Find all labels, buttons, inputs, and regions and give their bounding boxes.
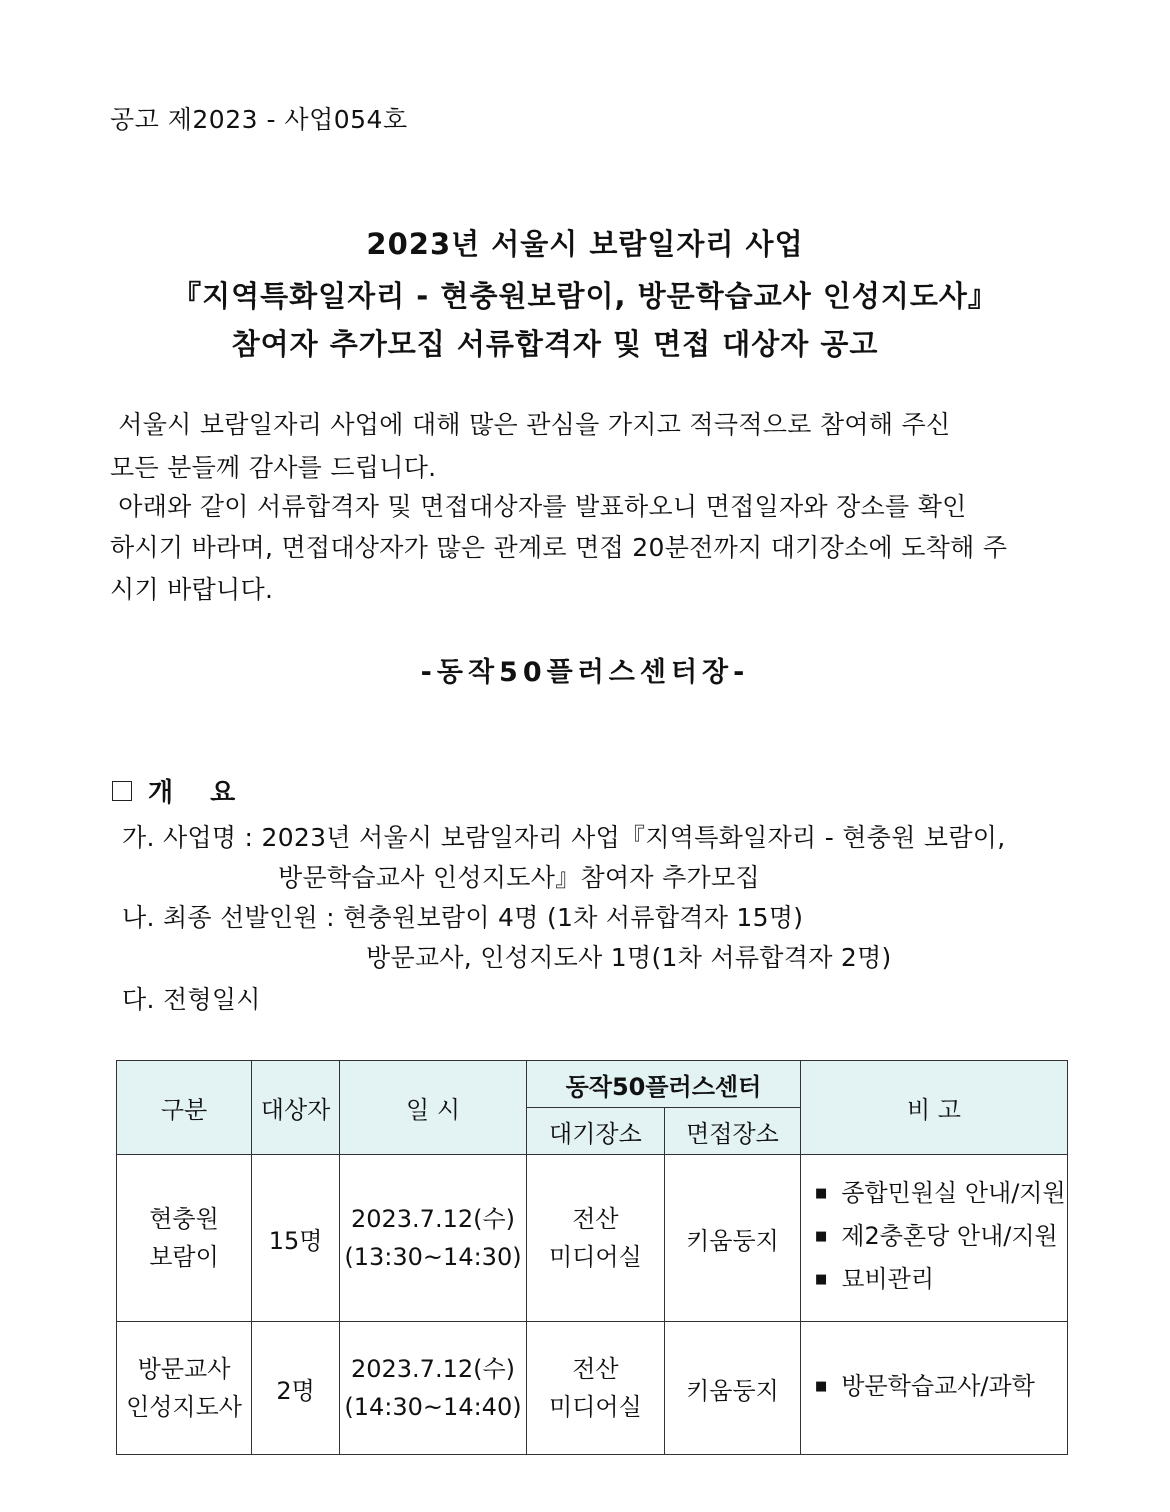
notice-number: 공고 제2023 - 사업054호: [110, 105, 408, 134]
body-line-1: 서울시 보람일자리 사업에 대해 많은 관심을 가지고 적극적으로 참여해 주신: [110, 410, 951, 439]
row-datetime: [340, 1155, 527, 1322]
header-remarks: 비 고: [800, 1061, 1067, 1155]
body-line-3: 아래와 같이 서류합격자 및 면접대상자를 발표하오니 면접일자와 장소를 확인: [110, 492, 967, 521]
row-waiting-place: [526, 1322, 664, 1455]
row-date: 2023.7.12(수): [350, 1205, 516, 1233]
row-category: [117, 1322, 252, 1455]
row-target: 15명: [252, 1155, 340, 1322]
header-center: 동작50플러스센터: [526, 1061, 800, 1108]
row-target: 2명: [252, 1322, 340, 1455]
row-waiting-line-2: 미디어실: [549, 1243, 642, 1271]
row-date: 2023.7.12(수): [350, 1355, 516, 1383]
row-time: (14:30~14:40): [344, 1393, 522, 1421]
remark-item: ■ 제2충혼당 안내/지원: [815, 1217, 1067, 1260]
row-category-line-2: 보람이: [149, 1243, 219, 1271]
row-waiting-line-2: 미디어실: [549, 1393, 642, 1421]
row-category: [117, 1155, 252, 1322]
row-waiting-place: [526, 1155, 664, 1322]
row-time: (13:30~14:30): [344, 1243, 522, 1271]
table-row: [117, 1322, 1068, 1455]
overview-heading: [112, 772, 249, 809]
checkbox-square-icon: [112, 781, 132, 801]
body-line-4: 하시기 바라며, 면접대상자가 많은 관계로 면접 20분전까지 대기장소에 도착해 주: [110, 533, 1008, 562]
overview-item-a: 가. 사업명 : 2023년 서울시 보람일자리 사업『지역특화일자리 - 현충원 보람이,: [122, 823, 1006, 852]
row-interview-place: 키움둥지: [664, 1155, 800, 1322]
body-line-5: 시기 바랍니다.: [110, 575, 274, 604]
overview-item-b-cont: 방문교사, 인성지도사 1명(1차 서류합격자 2명): [366, 943, 892, 972]
row-interview-place: 키움둥지: [664, 1322, 800, 1455]
row-waiting-line-1: 전산: [572, 1355, 619, 1383]
row-waiting-line-1: 전산: [572, 1205, 619, 1233]
row-category-line-2: 인성지도사: [126, 1393, 242, 1421]
remark-item: ■ 묘비관리: [815, 1260, 1067, 1303]
remark-item: ■ 방문학습교사/과학: [815, 1367, 1067, 1410]
header-target: 대상자: [252, 1061, 340, 1155]
table-row: [117, 1155, 1068, 1322]
remark-item: ■ 종합민원실 안내/지원: [815, 1174, 1067, 1217]
header-waiting-place: 대기장소: [526, 1108, 664, 1155]
schedule-table: [116, 1060, 1068, 1455]
overview-item-c: 다. 전형일시: [122, 985, 261, 1014]
title-line-1: 2023년 서울시 보람일자리 사업: [366, 227, 804, 261]
row-datetime: [340, 1322, 527, 1455]
row-remarks: [800, 1155, 1067, 1322]
header-interview-place: 면접장소: [664, 1108, 800, 1155]
body-line-2: 모든 분들께 감사를 드립니다.: [110, 453, 437, 482]
overview-item-a-cont: 방문학습교사 인성지도사』참여자 추가모집: [278, 863, 760, 892]
title-line-2: 『지역특화일자리 - 현충원보람이, 방문학습교사 인성지도사』: [172, 279, 998, 313]
header-category: 구분: [117, 1061, 252, 1155]
overview-item-b: 나. 최종 선발인원 : 현충원보람이 4명 (1차 서류합격자 15명): [122, 903, 804, 932]
row-remarks: [800, 1322, 1067, 1455]
header-datetime: 일 시: [340, 1061, 527, 1155]
row-category-line-1: 현충원: [149, 1205, 219, 1233]
row-category-line-1: 방문교사: [137, 1355, 231, 1383]
overview-heading-label: 개 요: [148, 778, 250, 808]
title-line-3: 참여자 추가모집 서류합격자 및 면접 대상자 공고: [231, 327, 879, 361]
signature: -동작50플러스센터장-: [420, 657, 750, 688]
